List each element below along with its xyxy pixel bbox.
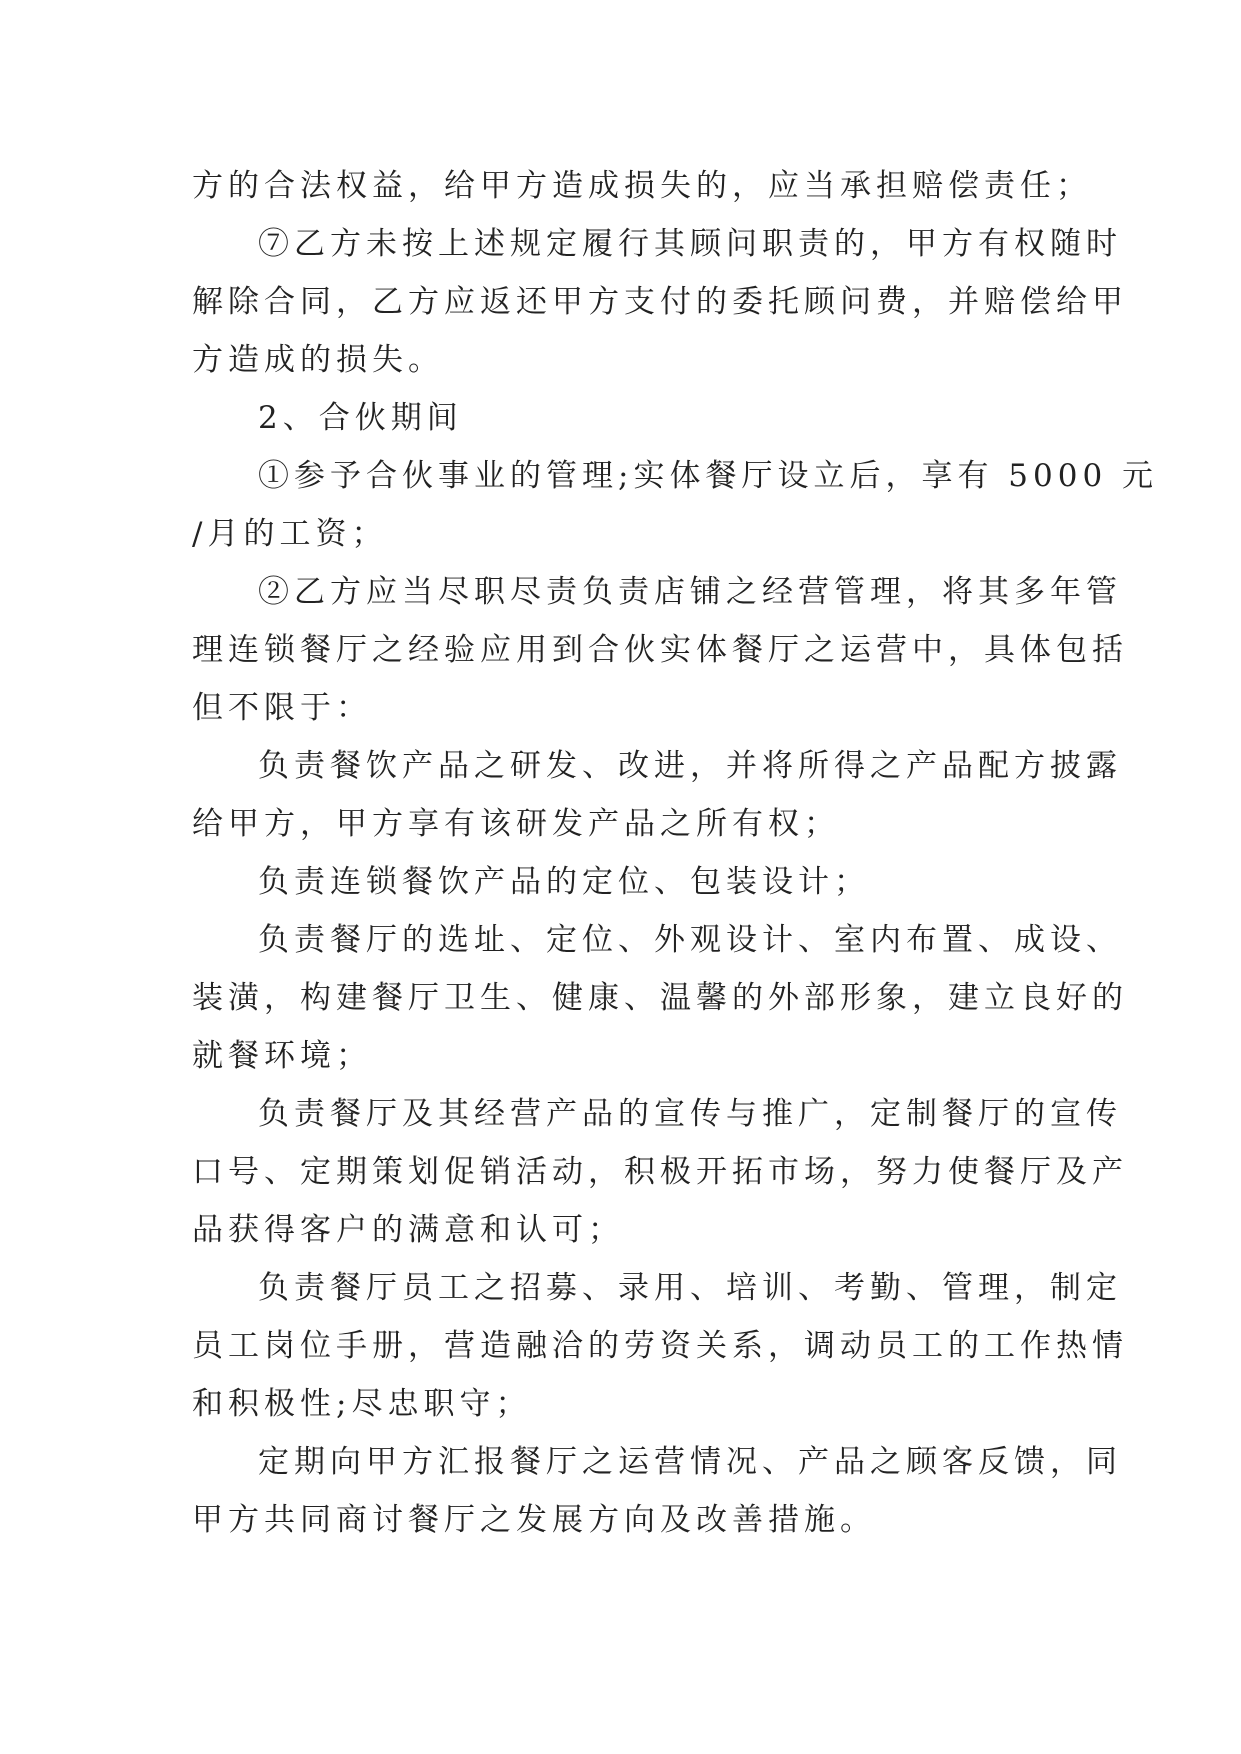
text-line: 定期向甲方汇报餐厅之运营情况、产品之顾客反馈，同 [258,1444,1122,1480]
text-line: 就餐环境； [192,1038,372,1074]
text-line: 负责餐厅员工之招募、录用、培训、考勤、管理，制定 [258,1270,1122,1306]
text-line: 员工岗位手册，营造融洽的劳资关系，调动员工的工作热情 [192,1328,1128,1364]
text-line: 负责餐厅及其经营产品的宣传与推广，定制餐厅的宣传 [258,1096,1122,1132]
text-line: 和积极性;尽忠职守； [192,1386,532,1422]
text-line: 负责餐饮产品之研发、改进，并将所得之产品配方披露 [258,748,1122,784]
text-line: 但不限于： [192,690,372,726]
section-heading: 2、合伙期间 [258,400,463,436]
text-line: 方的合法权益，给甲方造成损失的，应当承担赔偿责任； [192,168,1092,204]
text-line: 给甲方，甲方享有该研发产品之所有权； [192,806,840,842]
text-line: 甲方共同商讨餐厅之发展方向及改善措施。 [192,1502,876,1538]
text-line: ②乙方应当尽职尽责负责店铺之经营管理，将其多年管 [258,574,1122,610]
text-line: 口号、定期策划促销活动，积极开拓市场，努力使餐厅及产 [192,1154,1128,1190]
text-line: 负责连锁餐饮产品的定位、包装设计； [258,864,870,900]
document-body [192,157,1159,1549]
text-line: 理连锁餐厅之经验应用到合伙实体餐厅之运营中，具体包括 [192,632,1128,668]
text-line: 装潢，构建餐厅卫生、健康、温馨的外部形象，建立良好的 [192,980,1128,1016]
text-line: ①参予合伙事业的管理;实体餐厅设立后，享有 5000 元 [258,458,1159,494]
text-line: 品获得客户的满意和认可； [192,1212,624,1248]
text-line: ⑦乙方未按上述规定履行其顾问职责的，甲方有权随时 [258,226,1122,262]
text-line: 方造成的损失。 [192,342,444,378]
text-line: /月的工资； [192,516,388,552]
text-line: 解除合同，乙方应返还甲方支付的委托顾问费，并赔偿给甲 [192,284,1128,320]
text-line: 负责餐厅的选址、定位、外观设计、室内布置、成设、 [258,922,1122,958]
